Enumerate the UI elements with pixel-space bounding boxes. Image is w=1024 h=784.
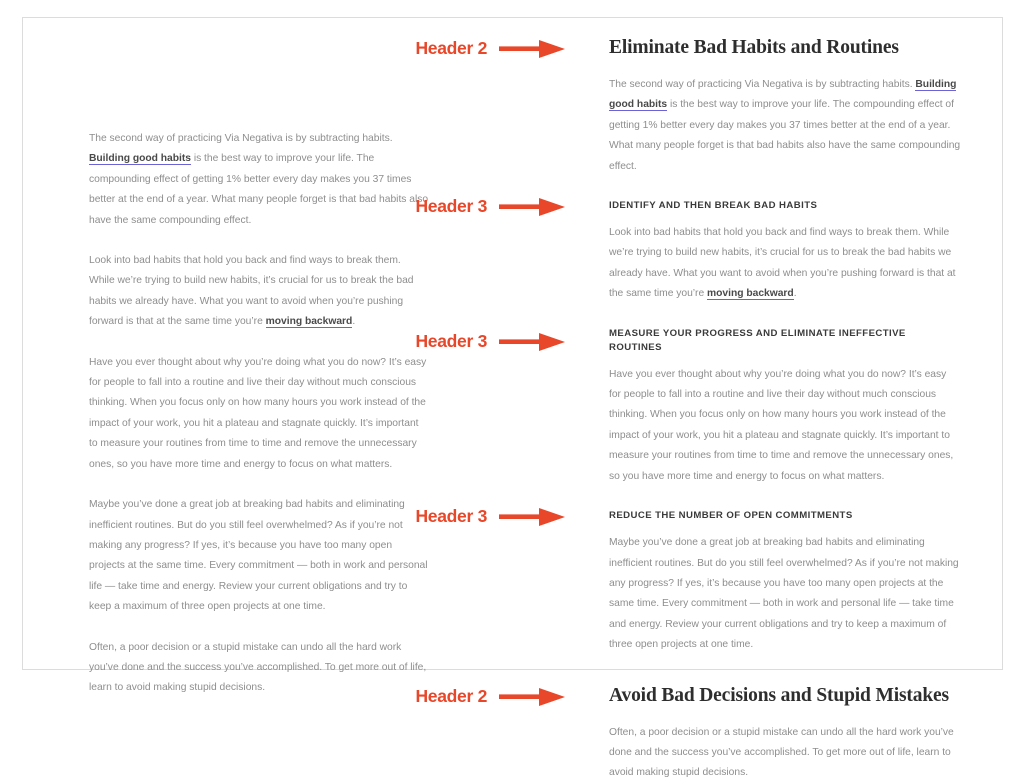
right-arrow-icon [499, 38, 565, 60]
heading-level-3: IDENTIFY AND THEN BREAK BAD HABITS [609, 200, 818, 212]
text-run: . [793, 288, 797, 300]
heading-level-3: REDUCE THE NUMBER OF OPEN COMMITMENTS [609, 510, 853, 522]
text-run: The second way of practicing Via Negativa is by subtracting habits. [609, 79, 916, 90]
content-block [609, 199, 961, 305]
body-paragraph [89, 353, 429, 475]
heading-level-2: Eliminate Bad Habits and Routines [609, 37, 899, 58]
content-block [609, 684, 961, 784]
text-run: is the best way to improve your life. The compounding effect of getting 1% better every day makes you 37 times better at the end of a year. What many people forget is that bad habits also have the same compounding effect. [609, 99, 961, 172]
annotation-callout [23, 331, 575, 353]
heading-level-3: MEASURE YOUR PROGRESS AND ELIMINATE INEFFECTIVE ROUTINES [609, 327, 906, 353]
annotation-callout [23, 506, 575, 528]
text-run: Look into bad habits that hold you back and find ways to break them. While we’re trying to build new habits, it’s crucial for us to break the bad habits we already have. What you want to avoid when you’re pushing forward is that at the same time you’re [89, 255, 414, 328]
document-frame [22, 17, 1003, 779]
text-run: Have you ever thought about why you’re doing what you do now? It’s easy for people to fall into a routine and live their day without much conscious thinking. When you focus only on how many hours you work instead of the impact of your work, you hit a plateau and stagnate quickly. It’s important to measure your routines from time to time and remove the unnecessary ones, so you have more time and energy to focus on what matters. [609, 368, 954, 482]
annotation-label: Header 2 [415, 685, 487, 706]
annotation-callout [23, 686, 575, 708]
content-block [609, 327, 961, 487]
right-arrow-icon [499, 506, 565, 528]
body-paragraph [609, 223, 961, 305]
text-run: Often, a poor decision or a stupid mistake can undo all the hard work you’ve done and the success you’ve accomplished. To get more out of life, learn to avoid making stupid decisions. [89, 641, 427, 694]
text-run: The second way of practicing Via Negativa is by subtracting habits. [89, 133, 393, 144]
heading-level-2: Avoid Bad Decisions and Stupid Mistakes [609, 684, 949, 706]
annotation-label: Header 3 [415, 506, 487, 527]
annotation-label: Header 3 [415, 196, 487, 217]
body-paragraph [89, 251, 429, 333]
text-run: Maybe you’ve done a great job at breaking bad habits and eliminating inefficient routines. But do you still feel overwhelmed? As if you’re not making any progress? If yes, it’s because you have too many open projects at the same time. Every commitment — both in work and personal life — take time and energy. Review your current obligations and try to keep a maximum of three open projects at one time. [609, 537, 959, 651]
inline-link[interactable]: moving backward [265, 316, 353, 328]
inline-link[interactable]: Building good habits [89, 153, 191, 165]
body-paragraph [609, 723, 961, 784]
content-block [609, 36, 961, 177]
annotation-callout [23, 38, 575, 60]
right-arrow-icon [499, 331, 565, 353]
annotation-label: Header 2 [415, 38, 487, 59]
text-run: Often, a poor decision or a stupid mistake can undo all the hard work you’ve done and the success you’ve accomplished. To get more out of life, learn to avoid making stupid decisions. [609, 726, 954, 779]
body-paragraph [609, 533, 961, 655]
right-arrow-icon [499, 196, 565, 218]
text-run: Have you ever thought about why you’re doing what you do now? It’s easy for people to fall into a routine and live their day without much conscious thinking. When you focus only on how many hours you work instead of the impact of your work, you hit a plateau and stagnate quickly. It’s important to measure your routines from time to time and remove the unnecessary ones, so you have more time and energy to focus on what matters. [89, 356, 427, 470]
annotation-label: Header 3 [415, 330, 487, 351]
structured-text-column [609, 36, 961, 784]
text-run: Look into bad habits that hold you back and find ways to break them. While we’re trying to build new habits, it’s crucial for us to break the bad habits we already have. What you want to avoid when you’re pushing forward is that at the same time you’re [609, 227, 956, 300]
inline-link[interactable]: moving backward [707, 288, 794, 300]
text-run: Maybe you’ve done a great job at breaking bad habits and eliminating inefficient routines. But do you still feel overwhelmed? As if you’re not making any progress? If yes, it’s because you have too many open projects at the same time. Every commitment — both in work and personal life — take time and energy. Review your current obligations and try to keep a maximum of three open projects at one time. [89, 499, 428, 613]
right-arrow-icon [499, 686, 565, 708]
text-run: . [352, 316, 356, 328]
annotation-callout [23, 196, 575, 218]
body-paragraph [609, 365, 961, 487]
content-block [609, 509, 961, 655]
text-run: is the best way to improve your life. The compounding effect of getting 1% better every day makes you 37 times better at the end of a year. What many people forget is that bad habits also have the same compounding effect. [89, 153, 429, 226]
inline-link[interactable]: Building good habits [609, 79, 957, 111]
body-paragraph [609, 75, 961, 177]
